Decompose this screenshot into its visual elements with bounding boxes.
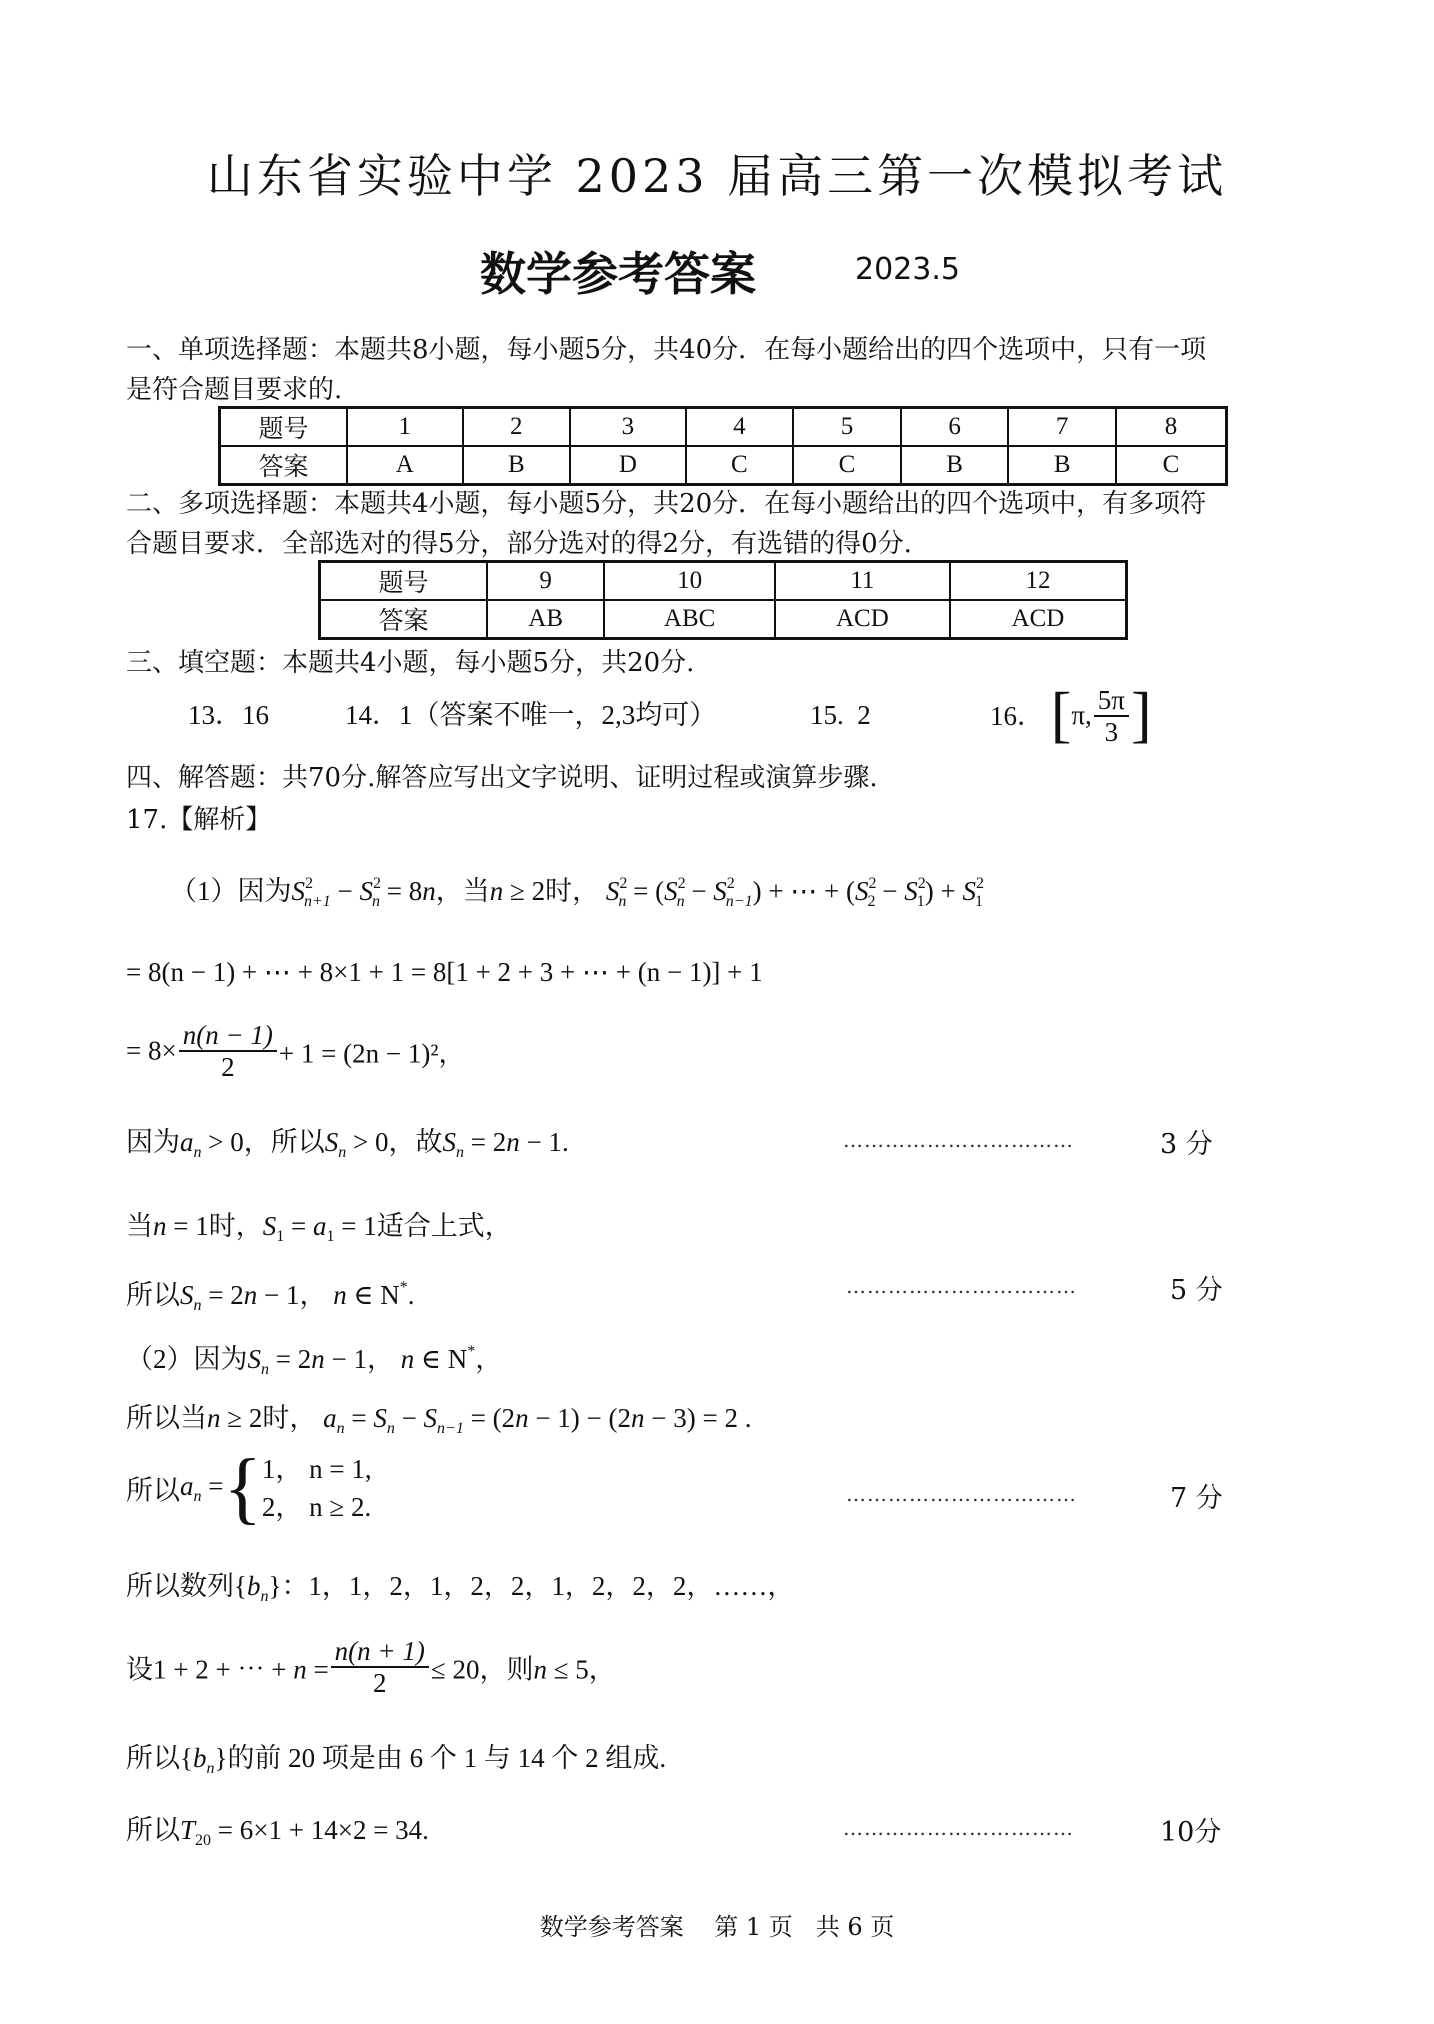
score-7: 7 分 xyxy=(1170,1483,1223,1514)
fraction-denominator: 2 xyxy=(373,1668,387,1698)
text: 所以数列 xyxy=(126,1571,234,1601)
q13-label: 13． xyxy=(188,700,242,730)
solution-step1: = 8(n − 1) + ⋯ + 8×1 + 1 = 8[1 + 2 + 3 + ⋯ + (n − 1)] + 1 xyxy=(126,957,763,987)
answer-cell: ACD xyxy=(775,600,950,639)
answer-cell: D xyxy=(570,446,686,485)
text: 所以当 xyxy=(126,1403,207,1433)
text: 因为 xyxy=(126,1127,180,1157)
question-number: 9 xyxy=(487,562,604,601)
section3-intro: 三、填空题：本题共4小题，每小题5分，共20分. xyxy=(126,648,695,678)
row-label-question: 题号 xyxy=(320,562,488,601)
text: 时， xyxy=(545,876,600,906)
answer-cell: AB xyxy=(487,600,604,639)
q17-header: 17.【解析】 xyxy=(126,805,272,835)
q15-label: 15. xyxy=(810,700,844,730)
question-number: 7 xyxy=(1008,408,1116,447)
question-number: 11 xyxy=(775,562,950,601)
question-number: 12 xyxy=(950,562,1127,601)
text: ：1，1，2，1，2，2，1，2，2，2，……， xyxy=(281,1571,795,1601)
left-brace-icon: { xyxy=(223,1444,262,1532)
solution-part1-line: （1）因为$S^2_{n+1} - S^2_n = 8n$，当n ≥ 2时， $S^2_n = (S^2_n - S^2_{n-1})$ + ⋯ + $(S^2_2 - S^2_1) + S^2_1$ xyxy=(170,875,984,910)
question-number: 6 xyxy=(901,408,1009,447)
answer-cell: B xyxy=(901,446,1009,485)
text: + 1 = (2n − 1)²， xyxy=(278,1038,466,1069)
text: ，故 xyxy=(388,1127,443,1157)
multi-choice-answer-table xyxy=(318,560,1128,640)
row-label-question: 题号 xyxy=(220,408,348,447)
text: 的前 20 项是由 6 个 1 与 14 个 2 组成. xyxy=(227,1743,667,1773)
single-choice-answer-table xyxy=(218,406,1228,486)
answer-cell: ABC xyxy=(604,600,775,639)
fraction-numerator: n(n + 1) xyxy=(331,1636,429,1668)
q14-answer: 1（答案不唯一，2,3均可） xyxy=(399,700,717,730)
question-number: 10 xyxy=(604,562,775,601)
text: 所以 xyxy=(126,1280,180,1310)
q14-label: 14． xyxy=(345,700,399,730)
text: . xyxy=(561,1127,569,1157)
case-2: 2， n ≥ 2. xyxy=(261,1492,372,1522)
answer-cell: C xyxy=(1116,446,1227,485)
text: 所以 xyxy=(126,1475,180,1506)
table-row-answers xyxy=(320,600,1127,639)
text: 当 xyxy=(126,1211,153,1241)
answer-cell: C xyxy=(793,446,901,485)
fraction xyxy=(179,1020,277,1082)
question-number: 4 xyxy=(686,408,794,447)
text: 所以 xyxy=(126,1743,180,1773)
q13-answer: 16 xyxy=(242,700,269,730)
q16 xyxy=(990,680,1152,751)
solution-part2-line: （2）因为$S_n = 2n - 1$， n ∈ N*， xyxy=(126,1343,503,1378)
score-5: 5 分 xyxy=(1170,1275,1223,1306)
score-leader-dots: …………………………… xyxy=(843,1128,1074,1152)
score-10: 10分 xyxy=(1160,1817,1222,1848)
solution-sn-line: 所以$S_n = 2n - 1$， n ∈ N*. xyxy=(126,1279,415,1314)
text: = 8× xyxy=(126,1035,177,1066)
solution-sum-line: 设1 + 2 + ⋯ + n = $\frac{n(n + 1)}{2}$ ≤ 20，则n ≤ 5， xyxy=(126,1636,616,1698)
text: （2）因为 xyxy=(126,1344,248,1374)
page-footer: 数学参考答案 第 1 页 共 6 页 xyxy=(539,1913,895,1941)
document-date: 2023.5 xyxy=(855,252,960,287)
section1-intro-line2: 是符合题目要求的. xyxy=(126,375,343,405)
text: ，当 xyxy=(435,876,490,906)
text: ≤ 20，则 xyxy=(430,1654,534,1685)
q16-left: π, xyxy=(1071,700,1092,730)
document-subtitle: 数学参考答案 xyxy=(480,247,756,301)
solution-first20-line: 所以$\{b_n\}$的前 20 项是由 6 个 1 与 14 个 2 组成. xyxy=(126,1743,667,1777)
solution-positive-line: 因为$a_n > 0$，所以$S_n > 0$，故$S_n = 2n - 1$. xyxy=(126,1127,569,1161)
fill-blank-answers xyxy=(188,695,269,735)
q16-label: 16． xyxy=(990,700,1044,731)
fraction xyxy=(331,1636,429,1698)
question-number: 3 xyxy=(570,408,686,447)
text: ，所以 xyxy=(243,1127,325,1157)
score-leader-dots: …………………………… xyxy=(846,1482,1077,1506)
fraction-denominator: 3 xyxy=(1104,716,1119,747)
solution-an-diff-line: 所以当n ≥ 2时， $a_n = S_n - S_{n-1} = (2n - 1) - (2n - 3) = 2$ . xyxy=(126,1403,752,1437)
fraction-denominator: 2 xyxy=(221,1052,235,1082)
q15-answer: 2 xyxy=(857,700,871,730)
solution-n1-line: 当n = 1时，$S_1 = a_1 = 1$适合上式， xyxy=(126,1211,512,1245)
solution-t20-line: 所以$T_{20} = 6\times 1 + 14\times 2 = 34$. xyxy=(126,1815,429,1849)
q16-fraction xyxy=(1094,685,1129,747)
score-leader-dots: …………………………… xyxy=(846,1274,1077,1298)
section4-intro: 四、解答题：共70分.解答应写出文字说明、证明过程或演算步骤. xyxy=(126,763,878,793)
left-bracket-icon: [ xyxy=(1050,681,1072,749)
question-number: 5 xyxy=(793,408,901,447)
answer-cell: A xyxy=(347,446,463,485)
section2-intro-line1: 二、多项选择题：本题共4小题，每小题5分，共20分．在每小题给出的四个选项中，有多项符 xyxy=(126,489,1207,519)
row-label-answer: 答案 xyxy=(320,600,488,639)
text: 时， xyxy=(262,1403,317,1433)
solution-bn-sequence: 所以数列$\{b_n\}$：1，1，2，1，2，2，1，2，2，2，……， xyxy=(126,1571,795,1605)
table-row-answers xyxy=(220,446,1227,485)
question-number: 1 xyxy=(347,408,463,447)
text: 适合上式， xyxy=(376,1211,512,1241)
solution-step2 xyxy=(126,1020,465,1082)
case-1: 1， n = 1, xyxy=(261,1454,372,1484)
answer-cell: ACD xyxy=(950,600,1127,639)
cases xyxy=(262,1450,372,1526)
answer-cell: B xyxy=(1008,446,1116,485)
question-number: 2 xyxy=(463,408,571,447)
text: 所以 xyxy=(126,1815,180,1845)
document-title: 山东省实验中学 2023 届高三第一次模拟考试 xyxy=(206,149,1228,203)
fraction-numerator: 5π xyxy=(1094,685,1129,717)
answer-cell: B xyxy=(463,446,571,485)
score-leader-dots: …………………………… xyxy=(843,1816,1074,1840)
score-3: 3 分 xyxy=(1160,1129,1213,1160)
right-bracket-icon: ] xyxy=(1130,681,1152,749)
solution-an-cases: 所以$a_n$ ={ 1， n = 1, 2， n ≥ 2. xyxy=(126,1444,372,1532)
fraction-numerator: n(n − 1) xyxy=(179,1020,277,1052)
question-number: 8 xyxy=(1116,408,1227,447)
section2-intro-line2: 合题目要求．全部选对的得5分，部分选对的得2分，有选错的得0分. xyxy=(126,529,912,559)
text: ， xyxy=(588,1654,616,1685)
text: （1）因为 xyxy=(170,876,292,906)
row-label-answer: 答案 xyxy=(220,446,348,485)
text: 时， xyxy=(208,1211,263,1241)
q15 xyxy=(810,695,871,735)
section1-intro-line1: 一、单项选择题：本题共8小题，每小题5分，共40分．在每小题给出的四个选项中，只有一项 xyxy=(126,335,1207,365)
table-row-questions xyxy=(220,408,1227,447)
table-row-questions xyxy=(320,562,1127,601)
answer-cell: C xyxy=(686,446,794,485)
text: 设 xyxy=(126,1654,153,1685)
q14 xyxy=(345,695,716,735)
